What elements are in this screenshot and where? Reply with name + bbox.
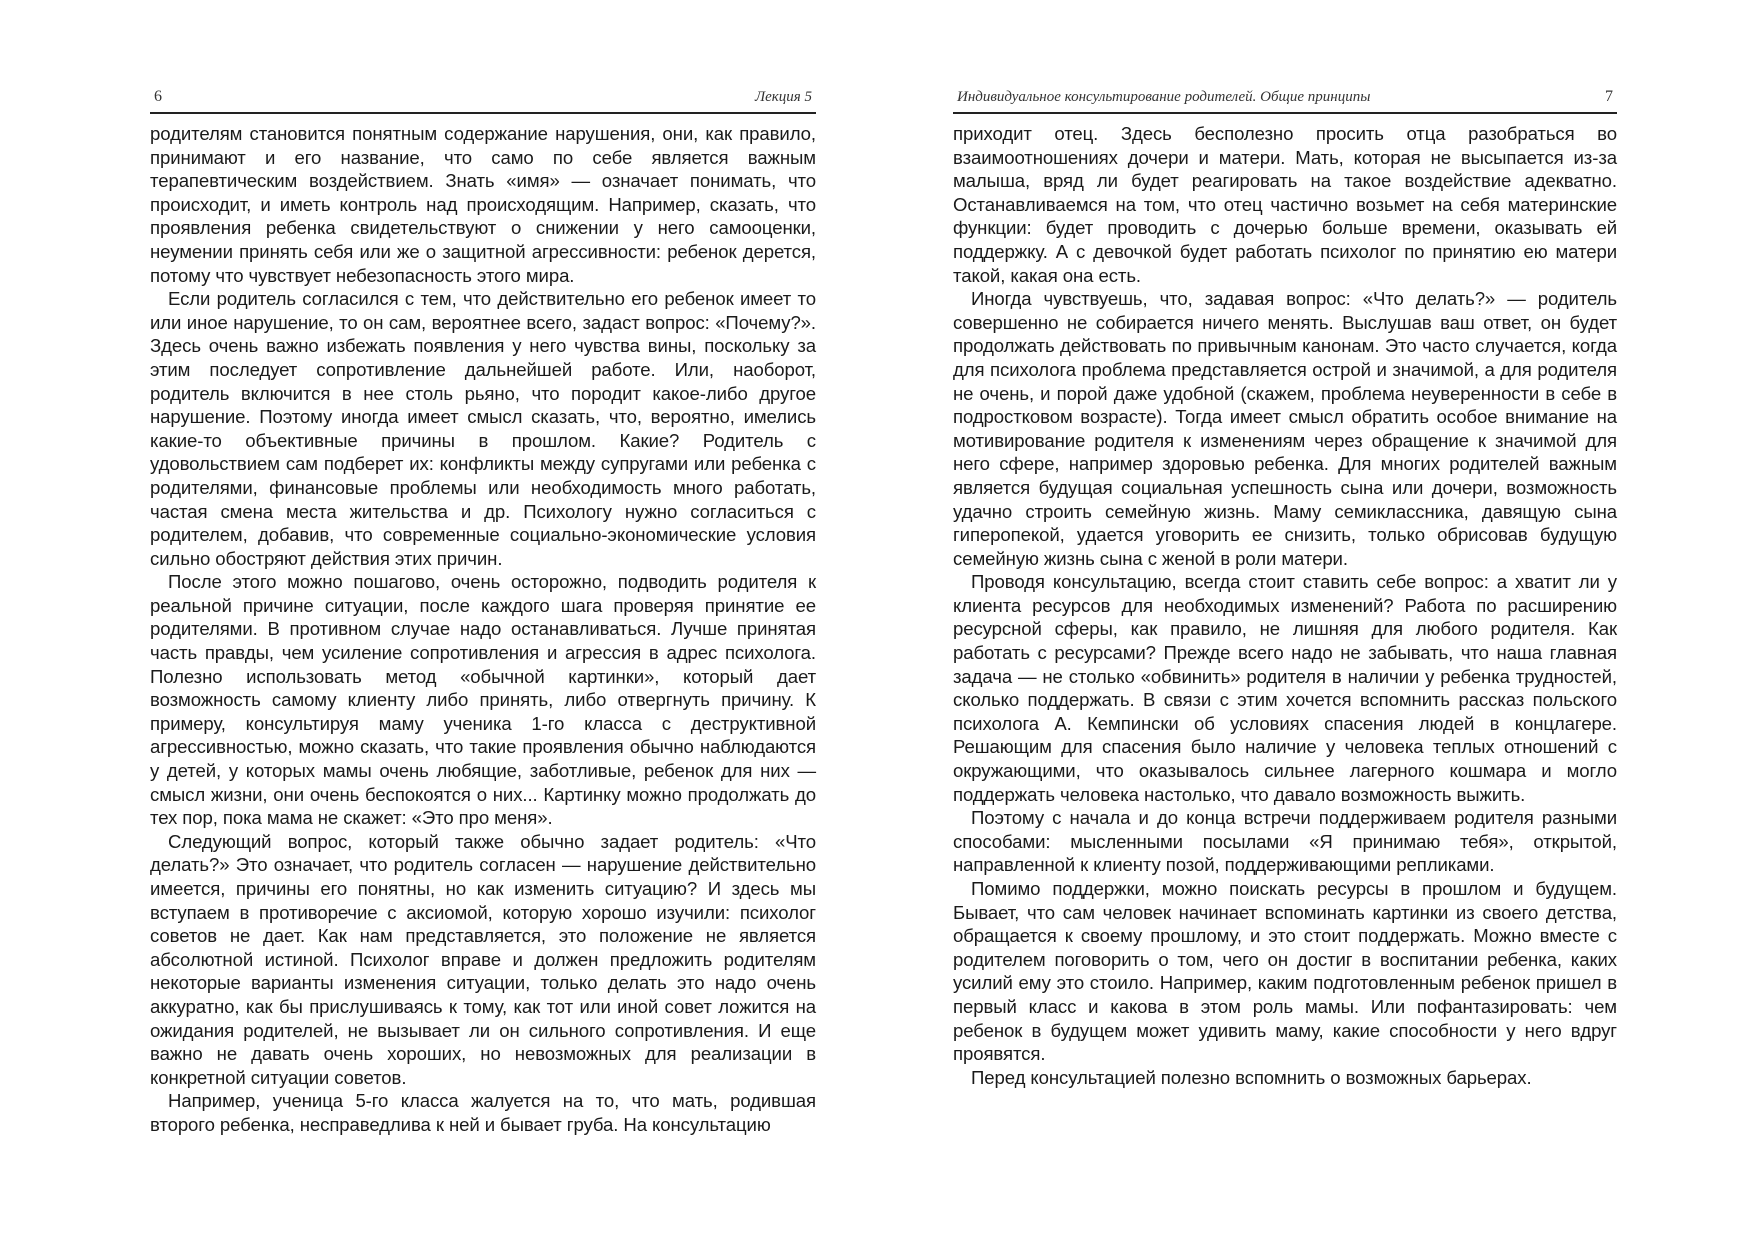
left-page-header (150, 88, 816, 114)
left-page-number: 6 (154, 88, 162, 105)
left-page-body (150, 122, 816, 1137)
paragraph: Перед консультацией полезно вспомнить о возможных барьерах. (971, 1066, 1532, 1088)
right-page-number: 7 (1605, 88, 1613, 105)
paragraph: Проводя консультацию, всегда стоит ставить себе вопрос: а хватит ли у клиента ресурсов для необходимых изменений? Работа по расширению ресурсной сферы, как правило, не лишняя для любого родителя. Как работать с ресурсами? Прежде всего надо не забывать, что наша главная задача — не столько «обвинить» родителя в наличии у ребенка трудностей, сколько поддержать. В связи с этим хочется вспомнить рассказ польского психолога А. Кемпински об условиях спасения людей в концлагере. Решающим для спасения было наличие у человека теплых отношений с окружающими, что оказывалось сильнее лагерного кошмара и могло поддержать человека настолько, что давало возможность выжить. (953, 571, 1617, 805)
paragraph: После этого можно пошагово, очень осторожно, подводить родителя к реальной причине ситуации, после каждого шага проверяя принятие ее родителями. В противном случае надо останавливаться. Лучше принятая часть правды, чем усиление сопротивления и агрессия в адрес психолога. Полезно использовать метод «обычной картинки», который дает возможность самому клиенту либо принять, либо отвергнуть причину. К примеру, консультируя маму ученика 1-го класса с деструктивной агрессивностью, можно сказать, что такие проявления обычно наблюдаются у детей, у которых мамы очень любящие, заботливые, ребенок для них — смысл жизни, они очень беспокоятся о них... Картинку можно продолжать до тех пор, пока мама не скажет: «Это про меня». (150, 571, 816, 829)
right-page-header (953, 88, 1617, 114)
left-page (150, 88, 816, 1137)
paragraph: родителям становится понятным содержание нарушения, они, как правило, принимают и его название, что само по себе является важным терапевтическим воздействием. Знать «имя» — означает понимать, что происходит, и иметь контроль над происходящим. Например, сказать, что проявления ребенка свидетельствуют о снижении у него самооценки, неумении принять себя или же о защитной агрессивности: ребенок дерется, потому что чувствует небезопасность этого мира. (150, 123, 816, 286)
right-page (953, 88, 1617, 1089)
paragraph: Следующий вопрос, который также обычно задает родитель: «Что делать?» Это означает, что родитель согласен — нарушение действительно имеется, причины его понятны, но как изменить ситуацию? И здесь мы вступаем в противоречие с аксиомой, которую хорошо изучили: психолог советов не дает. Как нам представляется, это положение не является абсолютной истиной. Психолог вправе и должен предложить родителям некоторые варианты изменения ситуации, только делать это надо очень аккуратно, как бы прислушиваясь к тому, как тот или иной совет ложится на ожидания родителей, не вызывает ли он сильного сопротивления. И еще важно не давать очень хороших, но невозможных для реализации в конкретной ситуации советов. (150, 830, 816, 1088)
paragraph: Например, ученица 5-го класса жалуется на то, что мать, родившая второго ребенка, несправедлива к ней и бывает груба. На консультацию (150, 1090, 816, 1135)
paragraph: Помимо поддержки, можно поискать ресурсы в прошлом и будущем. Бывает, что сам человек начинает вспоминать картинки из своего детства, обращается к своему прошлому, и это стоит поддержать. Можно вместе с родителем поговорить о том, чего он достиг в воспитании ребенка, каких усилий ему это стоило. Например, каким подготовленным ребенок пришел в первый класс и какова в этом роль мамы. Или пофантазировать: чем ребенок в будущем может удивить маму, какие способности у него вдруг проявятся. (953, 878, 1617, 1065)
paragraph: Если родитель согласился с тем, что действительно его ребенок имеет то или иное нарушение, то он сам, вероятнее всего, задаст вопрос: «Почему?». Здесь очень важно избежать появления у него чувства вины, поскольку за этим последует сопротивление дальнейшей работе. Или, наоборот, родитель включится в нее столь рьяно, что породит какое-либо другое нарушение. Поэтому иногда имеет смысл сказать, что, вероятно, имелись какие-то объективные причины в прошлом. Какие? Родитель с удовольствием сам подберет их: конфликты между супругами или ребенка с родителями, финансовые проблемы или необходимость много работать, частая смена места жительства и др. Психологу нужно согласиться с родителем, добавив, что современные социально-экономические условия сильно обостряют действия этих причин. (150, 288, 816, 569)
paragraph: приходит отец. Здесь бесполезно просить отца разобраться во взаимоотношениях дочери и матери. Мать, которая не высыпается из-за малыша, вряд ли будет реагировать на такое воздействие адекватно. Останавливаемся на том, что отец частично возьмет на себя материнские функции: будет проводить с дочерью больше времени, оказывать ей поддержку. А с девочкой будет работать психолог по принятию ею матери такой, какая она есть. (953, 123, 1617, 286)
paragraph: Поэтому с начала и до конца встречи поддерживаем родителя разными способами: мысленными посылами «Я принимаю тебя», открытой, направленной к клиенту позой, поддерживающими репликами. (953, 807, 1617, 876)
paragraph: Иногда чувствуешь, что, задавая вопрос: «Что делать?» — родитель совершенно не собирается ничего менять. Выслушав ваш ответ, он будет продолжать действовать по привычным канонам. Это часто случается, когда для психолога проблема представляется острой и значимой, а для родителя не очень, и порой даже удобной (скажем, проблема неуверенности в себе в подростковом возрасте). Тогда имеет смысл обратить особое внимание на мотивирование родителя к изменениям через обращение к значимой для него сфере, например здоровью ребенка. Для многих родителей важным является будущая социальная успешность сына или дочери, возможность удачно строить семейную жизнь. Маму семиклассника, давящую сына гиперопекой, удается уговорить ее снизить, только обрисовав будущую семейную жизнь сына с женой в роли матери. (953, 288, 1617, 569)
left-running-title: Лекция 5 (754, 89, 812, 105)
right-running-title: Индивидуальное консультирование родителей. Общие принципы (957, 89, 1371, 105)
right-page-body (953, 122, 1617, 1089)
